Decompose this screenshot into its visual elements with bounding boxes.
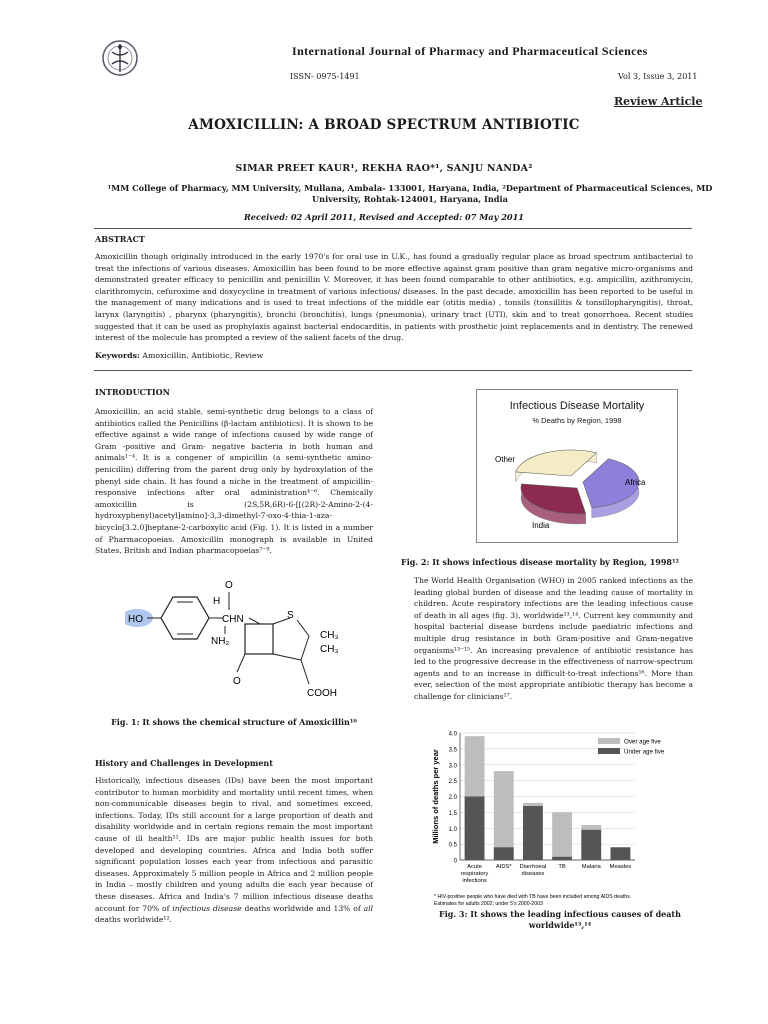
bar-under-five — [523, 806, 543, 860]
fig3-chart — [430, 728, 700, 908]
history-text-1: Historically, infectious diseases (IDs) have been the most important contributor to human morbidity and mortality until recent times, when non-communicable diseases begin to rival, and sometimes exceed, infections. Today, IDs still account for a large proportion of death and disability worldwide and in certain regions remain the most important cause of ill health¹¹. IDs are major public health issues for both developed and developing countries. Africa and India both suffer significant population losses each year from infectious and parasitic diseases. Approximately 5 million people in Africa and 2 million people in India – mostly children and young adults die each year because of these diseases. Africa and India's 7 million infectious disease deaths account for 70% of — [95, 776, 373, 913]
pie-label-africa: Africa — [625, 478, 646, 487]
keywords-label: Keywords: — [95, 351, 140, 360]
bar-under-five — [494, 847, 514, 860]
y-tick-label: 3.0 — [448, 763, 457, 770]
legend-label: Under age five — [624, 748, 665, 756]
divider — [94, 370, 692, 371]
x-tick-label: Diarrhoeal — [519, 864, 547, 870]
x-tick-label: AIDS* — [495, 864, 512, 870]
bar-under-five — [552, 857, 572, 860]
authors: SIMAR PREET KAUR¹, REKHA RAO*¹, SANJU NANDA² — [235, 163, 533, 174]
x-tick-label: diseases — [521, 871, 545, 877]
pie-label-other: Other — [495, 455, 516, 464]
x-tick-label: Acute — [467, 864, 482, 870]
fig3-footnote: * HIV-positive people who have died with TB have been included among AIDS deaths. — [434, 894, 632, 900]
bar-under-five — [581, 830, 601, 860]
history-italic-2: all — [363, 903, 373, 913]
label-nh2: NH₂ — [211, 636, 230, 647]
pie-slice-other — [516, 450, 597, 476]
label-cooh: COOH — [307, 688, 337, 699]
journal-name: International Journal of Pharmacy and Pharmaceutical Sciences — [292, 44, 648, 58]
keywords — [95, 351, 263, 360]
amoxicillin-structure — [125, 580, 355, 710]
who-body: The World Health Organisation (WHO) in 2005 ranked infections as the leading global burden of disease and the leading cause of mortality in children. Acute respiratory infections are the leading infectious cause of death in all ages (fig. 3), worldwide¹³,¹⁴. Current key community and hospital bacterial disease burdens include paediatric infections and multiple drug resistance in both Gram-positive and Gram-negative organisms¹³⁻¹⁵. An increasing prevalence of antibiotic resistance has led to the progressive decrease in the effectiveness of narrow-spectrum agents and to an increase in difficult-to-treat infections¹⁶. More than ever, selection of the most appropriate antibiotic therapy has become a challenge for clinicians¹⁷. — [414, 576, 693, 701]
y-tick-label: 4.0 — [448, 731, 457, 738]
intro-body: Amoxicillin, an acid stable, semi-synthetic drug belongs to a class of antibiotics called the Penicillins (β-lactam antibiotics). It is shown to be effective against a wide range of infections caused by wide range of Gram -positive and Gram- negative bacteria in both human and animals¹⁻⁴. It is a congener of ampicillin (a semi-synthetic amino-penicillin) differing from the parent drug only by hydroxylation of the phenyl side chain. It has found a niche in the treatment of ampicillin-responsive infections after oral administration⁴⁻⁶. Chemically amoxicillin is (2S,5R,6R)-6-[[(2R)-2-Amino-2-(4-hydroxyphenyl)acetyl]amino]-3,3-dimethyl-7-oxo-4-thia-1-aza-bicyclo[3.2.0]heptane-2-carboxylic acid (Fig. 1). It is listed in a number of Pharmacopoeias. Amoxicillin monograph is available in United States, British and Indian pharmacopoeias⁷⁻⁹. — [95, 407, 373, 556]
fig2-chart — [476, 389, 678, 543]
journal-logo-icon — [100, 38, 140, 78]
label-ho: HO — [128, 614, 143, 625]
y-tick-label: 0.5 — [448, 842, 457, 849]
divider — [94, 228, 692, 229]
article-type: Review Article — [614, 95, 703, 108]
x-tick-label: Malaria — [581, 864, 601, 870]
bar-under-five — [611, 847, 631, 860]
legend-label: Over age five — [624, 738, 661, 746]
article-title: AMOXICILLIN: A BROAD SPECTRUM ANTIBIOTIC — [188, 117, 580, 133]
history-text-2: deaths worldwide and 13% of — [241, 903, 364, 913]
label-s: S — [287, 610, 294, 621]
pie-label-india: India — [532, 521, 550, 530]
history-heading: History and Challenges in Development — [95, 758, 273, 768]
label-ch3b: CH₃ — [320, 644, 339, 655]
fig2-title: Infectious Disease Mortality — [509, 400, 645, 412]
bar-over-five — [552, 812, 572, 860]
label-chn: CHN — [222, 614, 244, 625]
fig2-subtitle: % Deaths by Region, 1998 — [532, 416, 622, 425]
bar-over-five — [494, 771, 514, 860]
received-date: Received: 02 April 2011, Revised and Accepted: 07 May 2011 — [243, 212, 525, 222]
y-axis-label: Millions of deaths per year — [431, 749, 440, 844]
issn: ISSN- 0975-1491 — [290, 72, 360, 81]
label-o-bottom: O — [233, 676, 241, 687]
history-italic-1: infectious disease — [172, 903, 242, 913]
legend-swatch — [598, 738, 620, 744]
bar-under-five — [465, 797, 485, 861]
abstract-body: Amoxicillin though originally introduced in the early 1970's for oral use in U.K., has found a gradually regular place as broad spectrum antibacterial to treat the infections of various diseases. Amoxicillin has been found to be more effective against gram positive than gram negative micro-organisms and demonstrated greater efficacy to penicillin and penicillin V. Moreover, it has been found comparable to other antibiotics, e.g. ampicillin, azithromycin, clarithromycin, cefuroxime and doxycycline in treatment of various infectious/ diseases. In the past decade, amoxicillin has been reported to be useful in the management of many indications and is used to treat infections of the middle ear (otitis media) , tonsils (tonsillitis & tonsillopharyngitis), throat, larynx (laryngitis) , pharynx (pharyngitis), bronchi (bronchitis), lungs (pneumonia), urinary tract (UTI), skin and to treat gonorrhoea. Recent studies suggested that it can be used as prophylaxis against bacterial endocarditis, in patients with prosthetic joint replacements and in dentistry. The renewed interest of the molecule has prompted a review of the salient facets of the drug. — [95, 252, 693, 343]
affiliation: ¹MM College of Pharmacy, MM University, Mullana, Ambala- 133001, Haryana, India, ²Department of Pharmaceutical Sciences, MD University, Rohtak-124001, Haryana, India — [107, 183, 713, 204]
fig3-caption: Fig. 3: It shows the leading infectious causes of death worldwide¹³,¹⁴ — [439, 909, 681, 930]
keywords-value: Amoxicillin, Antibiotic, Review — [139, 351, 264, 360]
y-tick-label: 1.0 — [448, 826, 457, 833]
x-tick-label: respiratory — [460, 871, 489, 877]
history-body — [95, 775, 373, 926]
legend-swatch — [598, 748, 620, 754]
y-tick-label: 0 — [453, 858, 457, 865]
y-tick-label: 2.5 — [448, 779, 457, 786]
label-ch3a: CH₃ — [320, 630, 339, 641]
history-text-3: deaths worldwide¹². — [95, 915, 172, 925]
fig2-caption: Fig. 2: It shows infectious disease mortality by Region, 1998¹² — [401, 557, 679, 567]
pie-plot — [477, 430, 677, 540]
y-tick-label: 1.5 — [448, 810, 457, 817]
label-o-top: O — [225, 580, 233, 591]
intro-heading: INTRODUCTION — [95, 387, 170, 397]
volume-issue: Vol 3, Issue 3, 2011 — [618, 72, 698, 81]
x-tick-label: TB — [558, 864, 566, 870]
abstract-heading: ABSTRACT — [95, 234, 145, 244]
y-tick-label: 2.0 — [448, 795, 457, 801]
x-tick-label: infections — [462, 878, 487, 884]
label-h: H — [213, 596, 221, 607]
fig1-caption: Fig. 1: It shows the chemical structure of Amoxicillin¹⁰ — [111, 717, 357, 727]
x-tick-label: Measles — [609, 864, 632, 870]
y-tick-label: 3.5 — [448, 747, 457, 754]
fig3-footnote: Estimates for adults 2002; under 5's 2000-2003 — [434, 901, 543, 907]
